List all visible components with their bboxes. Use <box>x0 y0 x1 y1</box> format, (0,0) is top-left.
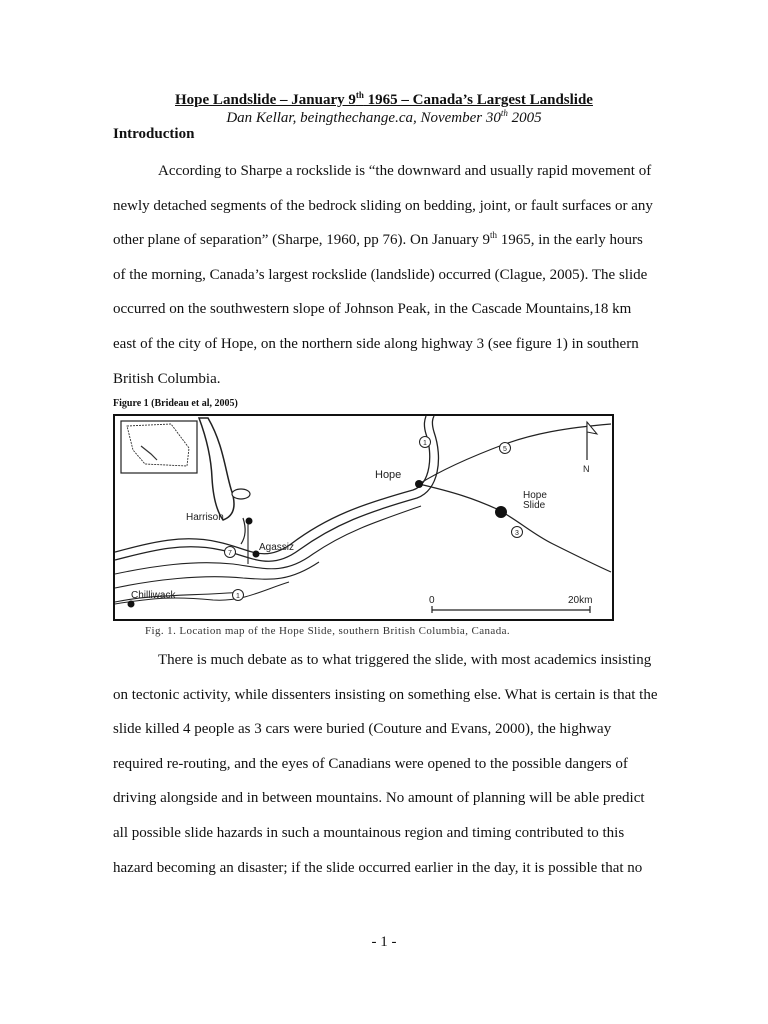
hope-slide-marker <box>495 506 507 518</box>
svg-text:5: 5 <box>503 446 507 453</box>
figure-label: Figure 1 (Brideau et al, 2005) <box>113 398 238 409</box>
lake-island <box>232 489 250 499</box>
scale-end-label: 20km <box>568 595 593 606</box>
byline-text-end: 2005 <box>507 110 542 126</box>
harrison-label: Harrison <box>186 512 224 523</box>
hope-marker <box>415 480 423 488</box>
figure-caption: Fig. 1. Location map of the Hope Slide, southern British Columbia, Canada. <box>145 625 511 637</box>
svg-text:7: 7 <box>228 550 232 557</box>
chilliwack-marker <box>128 601 135 608</box>
harrison-marker <box>246 518 253 525</box>
title-text-end: 1965 – Canada’s Largest Landslide <box>363 92 593 108</box>
title-text: Hope Landslide – January 9 <box>175 92 356 108</box>
page-number: - 1 - <box>371 934 397 950</box>
scale-zero-label: 0 <box>429 595 435 606</box>
paragraph-intro-superscript: th <box>489 230 497 241</box>
highway-shield-3 <box>512 527 523 538</box>
svg-text:1: 1 <box>236 593 240 600</box>
location-map <box>113 414 614 622</box>
paragraph-intro-text-end: 1965, in the early hours of the morning, Canada’s largest rockslide (landslide) occurred (Clague, 2005). The slide occurred on the southwestern slope of Johnson Peak, in the Cascade Mountains,18 km east of the city of Hope, on the northern side along highway 3 (see figure 1) in southern British Columbia. <box>113 232 648 387</box>
highway-shield-1-south <box>233 590 244 601</box>
title-superscript: th <box>355 90 364 100</box>
paragraph-debate-text: There is much debate as to what triggered the slide, with most academics insisting on tectonic activity, while dissenters insisting on something else. What is certain is that the slide killed 4 people as 3 cars were buried (Couture and Evans, 2000), the highway required re-routing, and the eyes of Canadians were opened to the possible dangers of driving alongside and in between mountains. No amount of planning will be able predict all possible slide hazards in such a mountainous region and timing contributed to this hazard becoming an disaster; if the slide occurred earlier in the day, it is possible that no <box>113 652 658 876</box>
section-heading: Introduction <box>113 126 195 142</box>
agassiz-label: Agassiz <box>259 542 295 553</box>
highway-shield-1-north <box>420 437 431 448</box>
highway-shield-5 <box>500 443 511 454</box>
paragraph-intro <box>113 154 658 396</box>
svg-text:3: 3 <box>515 530 519 537</box>
highway-shield-7 <box>225 547 236 558</box>
hope-slide-label-2: Slide <box>523 500 546 511</box>
hope-label: Hope <box>375 469 402 481</box>
paragraph-debate <box>113 643 658 885</box>
author-byline <box>0 108 768 127</box>
inset-map <box>121 421 197 473</box>
svg-text:1: 1 <box>423 440 427 447</box>
hope-slide-label-1: Hope <box>523 490 547 501</box>
north-label: N <box>583 464 590 474</box>
document-title <box>0 90 768 109</box>
byline-superscript: th <box>500 108 508 118</box>
paragraph-intro-text: According to Sharpe a rockslide is “the downward and usually rapid movement of newly detached segments of the bedrock sliding on bedding, joint, or fault surfaces or any other plane of separation” (Sharpe, 1960, pp 76). On January 9 <box>113 163 653 249</box>
byline-text: Dan Kellar, beingthechange.ca, November 30 <box>226 110 501 126</box>
chilliwack-label: Chilliwack <box>131 590 176 601</box>
